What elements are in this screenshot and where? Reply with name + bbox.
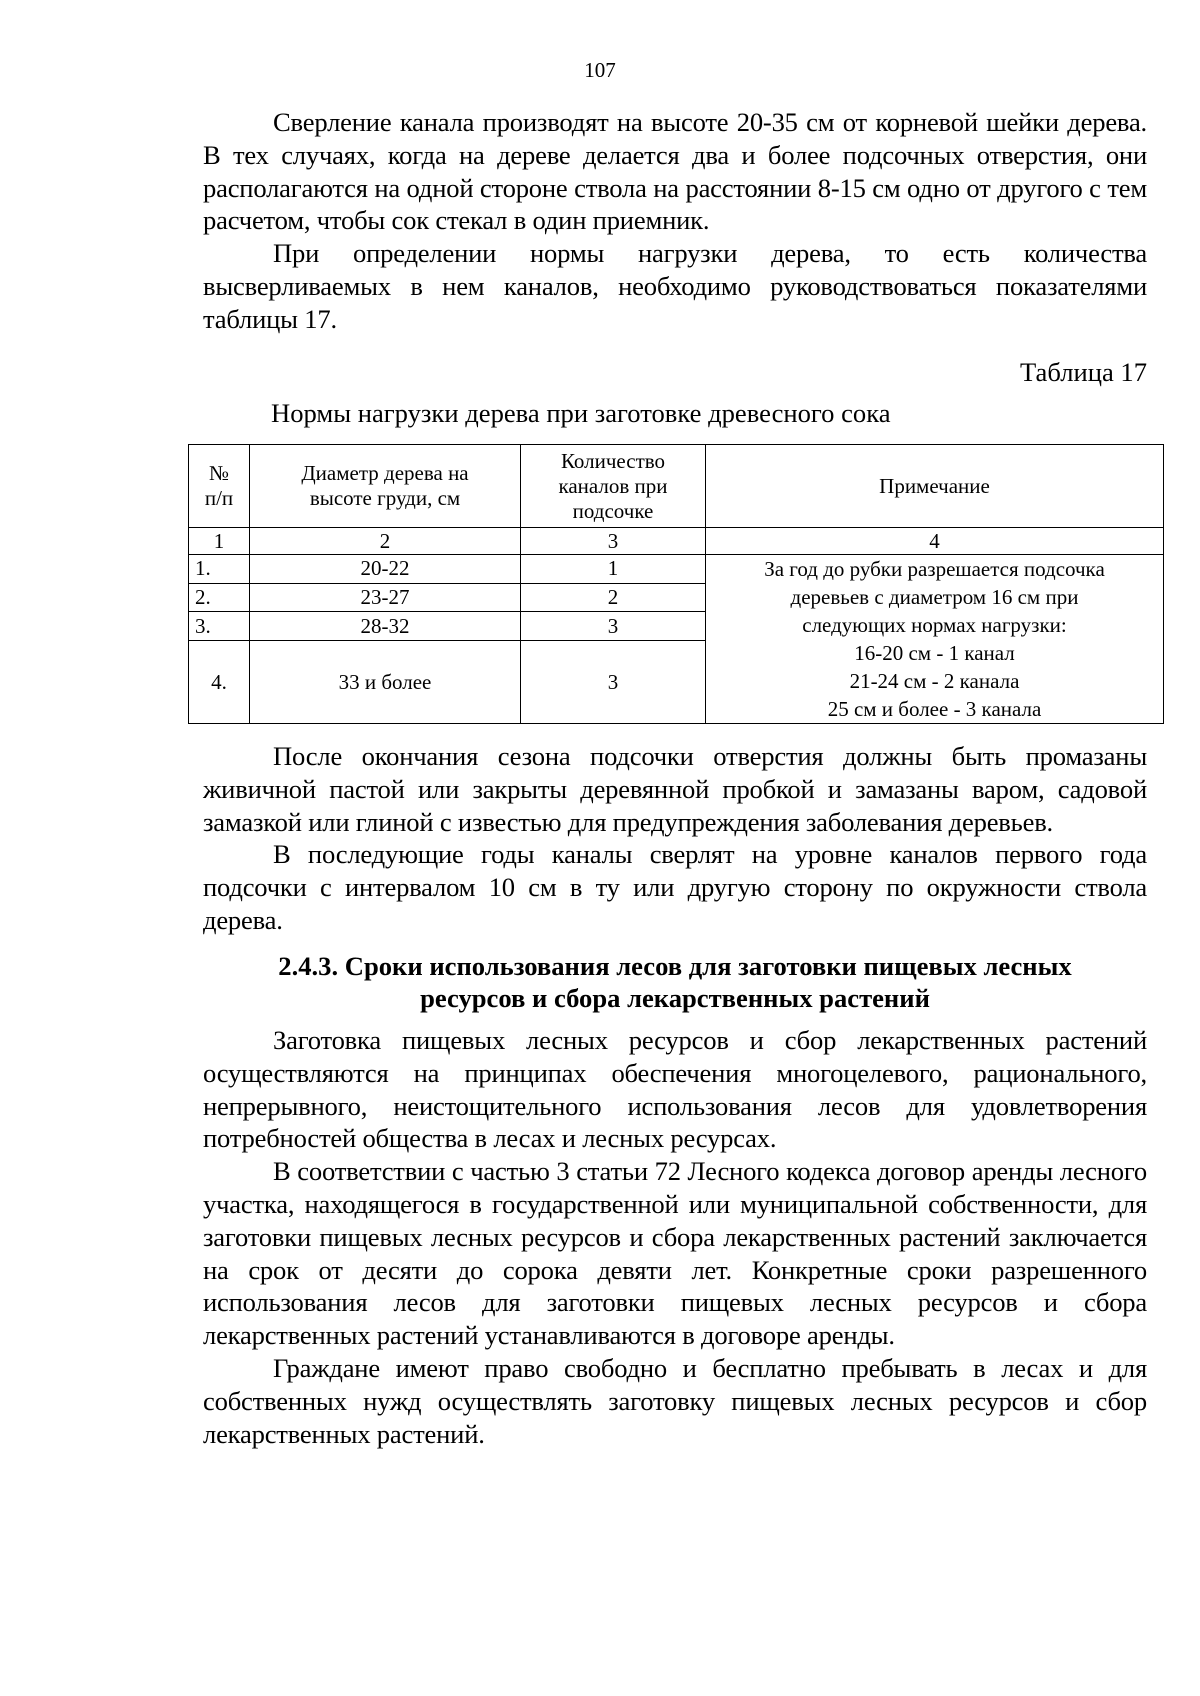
load-norms-table — [188, 444, 1164, 724]
row-number: 3. — [189, 612, 250, 641]
section-text — [203, 1024, 1147, 1450]
section-heading: 2.4.3. Сроки использования лесов для заготовки пищевых лесных ресурсов и сбора лекарственных растений — [278, 951, 1072, 1013]
row-number: 1. — [189, 555, 250, 584]
header-cell-channels: Количество каналов при подсочке — [521, 445, 706, 528]
page-number: 107 — [584, 58, 616, 82]
row-note: За год до рубки разрешается подсочка деревьев с диаметром 16 см при следующих нормах нагрузки: 16-20 см - 1 канал 21-24 см - 2 канала 25 см и более - 3 канала — [706, 555, 1164, 724]
row-number: 2. — [189, 583, 250, 612]
paragraph-following-years: В последующие годы каналы сверлят на уровне каналов первого года подсочки с интервалом 10 см в ту или другую сторону по окружности ствола дерева. — [203, 839, 1147, 935]
row-channels: 3 — [521, 641, 706, 724]
row-diameter: 23-27 — [250, 583, 521, 612]
row-diameter: 33 и более — [250, 641, 521, 724]
paragraph-principles: Заготовка пищевых лесных ресурсов и сбор лекарственных растений осуществляются на принципах обеспечения многоцелевого, рационального, непрерывного, неистощительного использования лесов для удовлетворения потребностей общества в лесах и лесных ресурсах. — [203, 1025, 1147, 1154]
index-cell: 3 — [521, 528, 706, 555]
paragraph-lease-terms: В соответствии с частью 3 статьи 72 Лесного кодекса договор аренды лесного участка, находящегося в государственной или муниципальной собственности, для заготовки пищевых лесных ресурсов и сбора лекарственных растений заключается на срок от десяти до сорока девяти лет. Конкретные сроки разрешенного использования лесов для заготовки пищевых лесных ресурсов и сбора лекарственных растений устанавливаются в договоре аренды. — [203, 1156, 1147, 1351]
paragraph-citizens-rights: Граждане имеют право свободно и бесплатно пребывать в лесах и для собственных нужд осуществлять заготовку пищевых лесных ресурсов и сбор лекарственных растений. — [203, 1352, 1147, 1449]
table-index-row — [189, 528, 1164, 555]
table-row — [189, 555, 1164, 584]
paragraph-sealing: После окончания сезона подсочки отверстия должны быть промазаны живичной пастой или закрыты деревянной пробкой и замазаны варом, садовой замазкой или глиной с известью для предупреждения заболевания деревьев. — [203, 741, 1147, 837]
row-diameter: 20-22 — [250, 555, 521, 584]
index-cell: 4 — [706, 528, 1164, 555]
row-channels: 2 — [521, 583, 706, 612]
table-header-row — [189, 445, 1164, 528]
after-table-text — [203, 740, 1147, 937]
table-number-caption: Таблица 17 — [1019, 357, 1147, 387]
index-cell: 2 — [250, 528, 521, 555]
paragraph-drilling: Сверление канала производят на высоте 20-35 см от корневой шейки дерева. В тех случаях, когда на дереве делается два и более подсочных отверстия, они располагаются на одной стороне ствола на расстоянии 8-15 см одно от другого с тем расчетом, чтобы сок стекал в один приемник. — [203, 107, 1147, 236]
row-channels: 1 — [521, 555, 706, 584]
row-channels: 3 — [521, 612, 706, 641]
header-cell-diameter: Диаметр дерева на высоте груди, см — [250, 445, 521, 528]
table-title: Нормы нагрузки дерева при заготовке древесного сока — [271, 398, 891, 428]
row-number: 4. — [189, 641, 250, 724]
header-cell-number: № п/п — [189, 445, 250, 528]
row-diameter: 28-32 — [250, 612, 521, 641]
header-cell-note: Примечание — [706, 445, 1164, 528]
intro-text — [203, 106, 1147, 336]
index-cell: 1 — [189, 528, 250, 555]
paragraph-load-norm: При определении нормы нагрузки дерева, то есть количества высверливаемых в нем каналов, необходимо руководствоваться показателями таблицы 17. — [203, 238, 1147, 334]
